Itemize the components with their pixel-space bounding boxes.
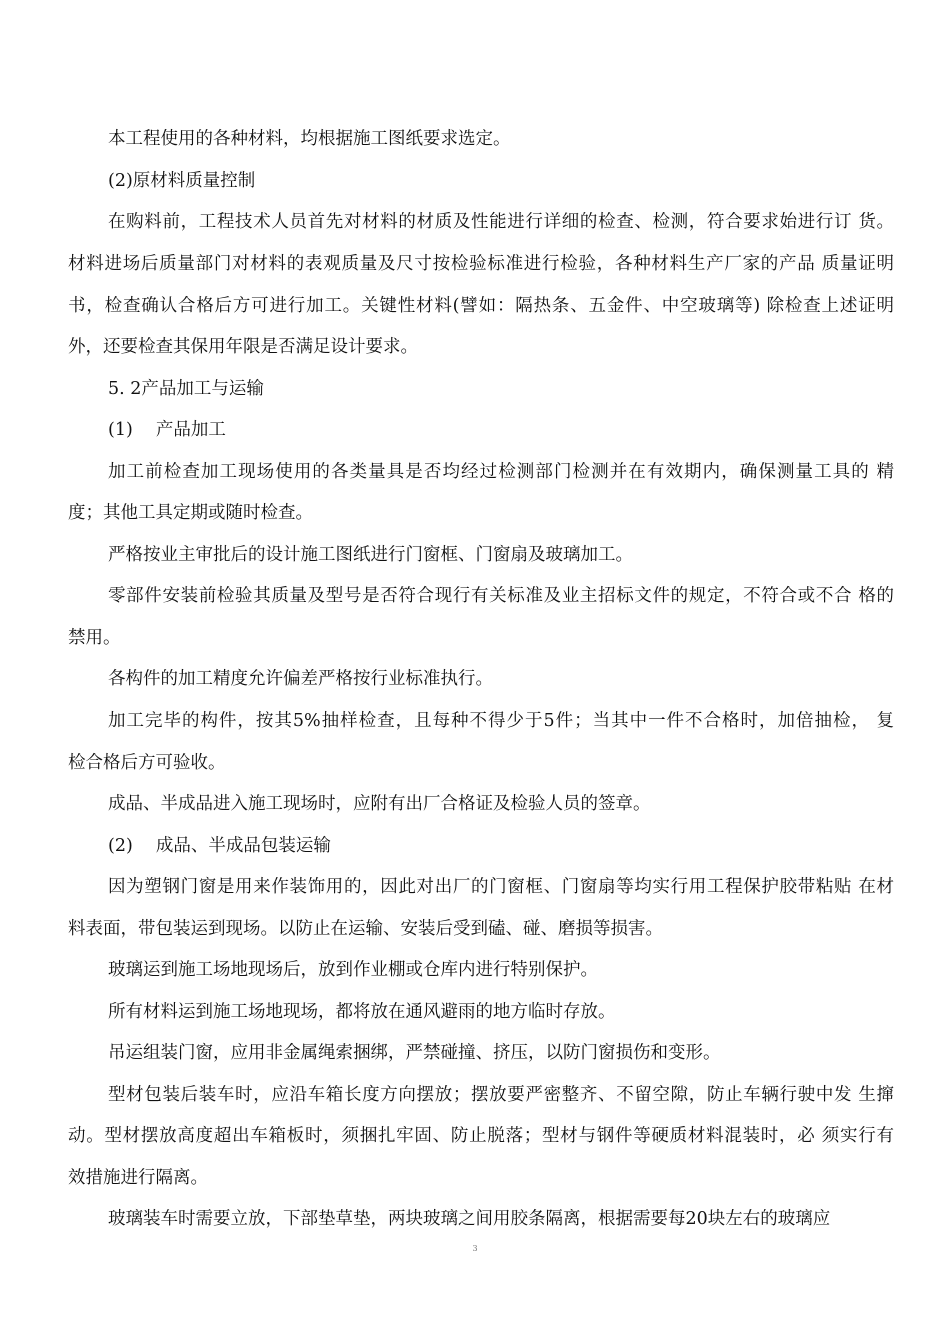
section-heading: (1) 产品加工 <box>108 420 226 440</box>
paragraph-line: 型材包装后装车时，应沿车箱长度方向摆放；摆放要严密整齐、不留空隙，防止车辆行驶中发 生撺 <box>108 1085 894 1105</box>
paragraph-line: 禁用。 <box>68 628 121 648</box>
paragraph-line: 因为塑钢门窗是用来作装饰用的，因此对出厂的门窗框、门窗扇等均实行用工程保护胶带粘贴 在材 <box>108 877 894 897</box>
paragraph-line: 吊运组装门窗，应用非金属绳索捆绑，严禁碰撞、挤压，以防门窗损伤和变形。 <box>108 1043 721 1063</box>
paragraph-line: 外，还要检查其保用年限是否满足设计要求。 <box>68 337 418 357</box>
paragraph-line: 加工完毕的构件，按其5%抽样检查，且每种不得少于5件；当其中一件不合格时，加倍抽检， 复 <box>108 711 894 731</box>
section-heading: 5. 2产品加工与运输 <box>108 379 264 399</box>
page-number: 3 <box>472 1244 478 1253</box>
paragraph-line: 本工程使用的各种材料，均根据施工图纸要求选定。 <box>108 129 511 149</box>
paragraph-line: 严格按业主审批后的设计施工图纸进行门窗框、门窗扇及玻璃加工。 <box>108 545 633 565</box>
paragraph-line: 度；其他工具定期或随时检查。 <box>68 503 313 523</box>
paragraph-line: 成品、半成品进入施工现场时，应附有出厂合格证及检验人员的签章。 <box>108 794 651 814</box>
paragraph-line: 动。型材摆放高度超出车箱板时，须捆扎牢固、防止脱落；型材与钢件等硬质材料混装时，必 须实行有 <box>68 1126 894 1146</box>
paragraph-line: 在购料前，工程技术人员首先对材料的材质及性能进行详细的检查、检测，符合要求始进行订 货。 <box>108 212 894 232</box>
paragraph-line: 零部件安装前检验其质量及型号是否符合现行有关标准及业主招标文件的规定，不符合或不合 格的 <box>108 586 894 606</box>
paragraph-line: 加工前检查加工现场使用的各类量具是否均经过检测部门检测并在有效期内，确保测量工具的 精 <box>108 462 894 482</box>
paragraph-line: 材料进场后质量部门对材料的表观质量及尺寸按检验标准进行检验，各种材料生产厂家的产品 质量证明 <box>68 254 894 274</box>
paragraph-line: 检合格后方可验收。 <box>68 753 226 773</box>
section-heading: (2) 成品、半成品包装运输 <box>108 836 331 856</box>
paragraph-line: 所有材料运到施工场地现场，都将放在通风避雨的地方临时存放。 <box>108 1002 616 1022</box>
paragraph-line: 玻璃装车时需要立放，下部垫草垫，两块玻璃之间用胶条隔离，根据需要每20块左右的玻璃应 <box>108 1209 831 1229</box>
paragraph-line: 书，检查确认合格后方可进行加工。关键性材料(譬如：隔热条、五金件、中空玻璃等) 除检查上述证明 <box>68 296 894 316</box>
section-heading: (2)原材料质量控制 <box>108 171 256 191</box>
paragraph-line: 玻璃运到施工场地现场后，放到作业棚或仓库内进行特别保护。 <box>108 960 598 980</box>
paragraph-line: 料表面，带包装运到现场。以防止在运输、安装后受到磕、碰、磨损等损害。 <box>68 919 663 939</box>
paragraph-line: 各构件的加工精度允许偏差严格按行业标准执行。 <box>108 669 493 689</box>
paragraph-line: 效措施进行隔离。 <box>68 1168 208 1188</box>
